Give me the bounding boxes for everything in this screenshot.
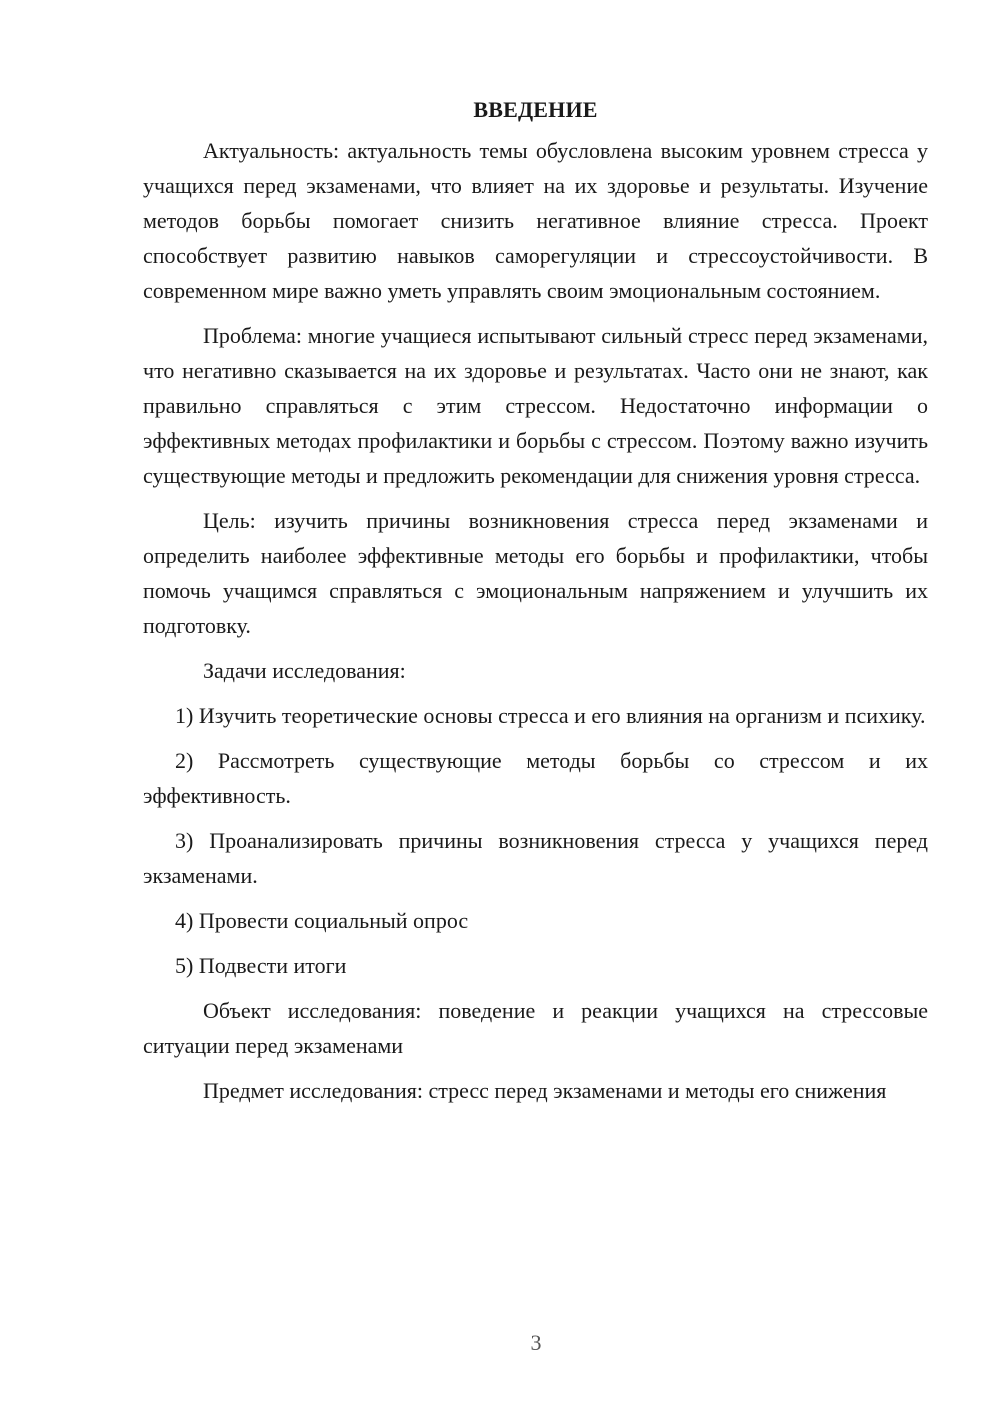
page-number: 3 bbox=[530, 1330, 542, 1355]
paragraph-subject: Предмет исследования: стресс перед экзаменами и методы его снижения bbox=[203, 1078, 887, 1103]
task-item-5: 5) Подвести итоги bbox=[175, 953, 347, 978]
tasks-heading: Задачи исследования: bbox=[203, 658, 406, 683]
task-item-4: 4) Провести социальный опрос bbox=[175, 908, 469, 933]
paragraph-relevance: Актуальность: актуальность темы обусловлена высоким уровнем стресса у учащихся перед экзаменами, что влияет на их здоровье и результаты. Изучение методов борьбы помогает снизить негативное влияние стресса. Проект способствует развитию навыков саморегуляции и стрессоустойчивости. В современном мире важно уметь управлять своим эмоциональным состоянием. bbox=[143, 138, 928, 303]
page-content bbox=[143, 92, 928, 1118]
paragraph-object: Объект исследования: поведение и реакции учащихся на стрессовые ситуации перед экзаменами bbox=[143, 998, 928, 1058]
paragraph-goal: Цель: изучить причины возникновения стресса перед экзаменами и определить наиболее эффективные методы его борьбы и профилактики, чтобы помочь учащимся справляться с эмоциональным напряжением и улучшить их подготовку. bbox=[143, 508, 928, 638]
page-title: ВВЕДЕНИЕ bbox=[473, 97, 598, 122]
paragraph-problem: Проблема: многие учащиеся испытывают сильный стресс перед экзаменами, что негативно сказывается на их здоровье и результатах. Часто они не знают, как правильно справляться с этим стрессом. Недостаточно информации о эффективных методах профилактики и борьбы с стрессом. Поэтому важно изучить существующие методы и предложить рекомендации для снижения уровня стресса. bbox=[143, 323, 928, 488]
task-item-2: 2) Рассмотреть существующие методы борьбы со стрессом и их эффективность. bbox=[143, 748, 928, 808]
task-item-1: 1) Изучить теоретические основы стресса и его влияния на организм и психику. bbox=[175, 703, 926, 728]
task-item-3: 3) Проанализировать причины возникновения стресса у учащихся перед экзаменами. bbox=[143, 828, 928, 888]
